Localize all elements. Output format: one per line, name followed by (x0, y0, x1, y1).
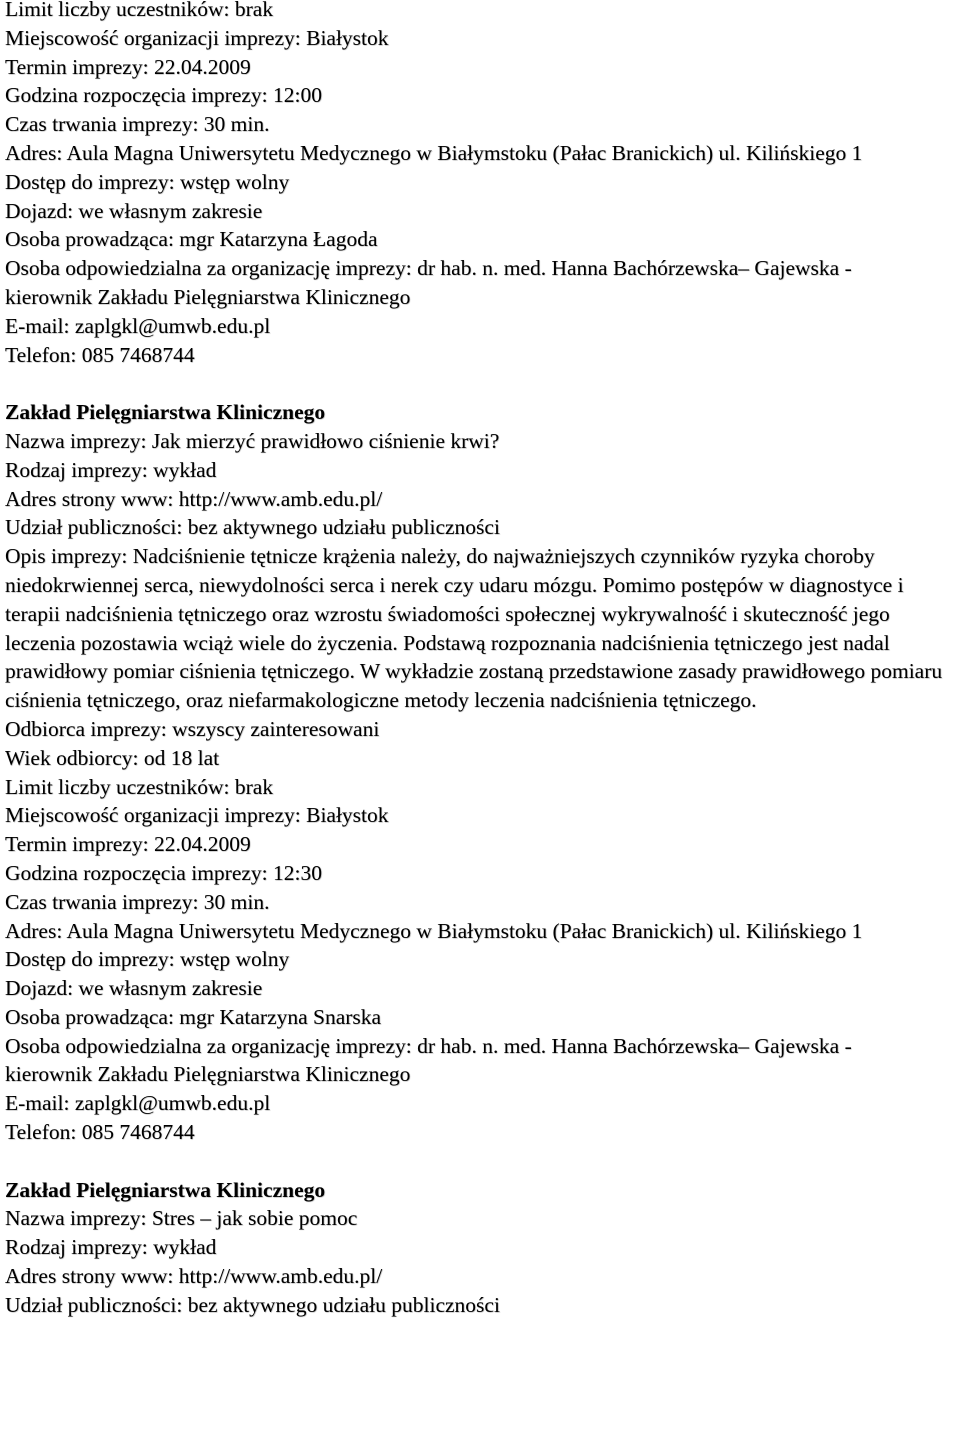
event-type: Rodzaj imprezy: wykład (5, 457, 217, 482)
event-transport: Dojazd: we własnym zakresie (5, 198, 263, 223)
event-address: Adres: Aula Magna Uniwersytetu Medycznego w Białymstoku (Pałac Branickich) ul. Kilińskiego 1 (5, 140, 863, 165)
event-participation: Udział publiczności: bez aktywnego udziału publiczności (5, 515, 500, 540)
event-transport: Dojazd: we własnym zakresie (5, 976, 263, 1001)
event-address: Adres: Aula Magna Uniwersytetu Medycznego w Białymstoku (Pałac Branickich) ul. Kilińskiego 1 (5, 918, 863, 943)
event-date: Termin imprezy: 22.04.2009 (5, 54, 251, 79)
event-start-time: Godzina rozpoczęcia imprezy: 12:30 (5, 860, 322, 885)
event-place: Miejscowość organizacji imprezy: Białystok (5, 803, 389, 828)
event-name: Nazwa imprezy: Stres – jak sobie pomoc (5, 1206, 358, 1231)
unit-heading: Zakład Pielęgniarstwa Klinicznego (5, 400, 326, 425)
contact-email: E-mail: zaplgkl@umwb.edu.pl (5, 1091, 271, 1116)
event-place: Miejscowość organizacji imprezy: Białystok (5, 25, 389, 50)
document-page (5, 0, 960, 1320)
spacer (5, 1147, 960, 1176)
event-responsible: Osoba odpowiedzialna za organizację imprezy: dr hab. n. med. Hanna Bachórzewska– Gajewska - kierownik Zakładu Pielęgniarstwa Klinicznego (5, 256, 852, 309)
spacer (5, 369, 960, 398)
event-age: Wiek odbiorcy: od 18 lat (5, 745, 220, 770)
event-audience: Odbiorca imprezy: wszyscy zainteresowani (5, 716, 380, 741)
event-host: Osoba prowadząca: mgr Katarzyna Łagoda (5, 227, 378, 252)
event-website: Adres strony www: http://www.amb.edu.pl/ (5, 1264, 383, 1289)
event-host: Osoba prowadząca: mgr Katarzyna Snarska (5, 1004, 382, 1029)
contact-phone: Telefon: 085 7468744 (5, 1120, 195, 1145)
event-responsible: Osoba odpowiedzialna za organizację imprezy: dr hab. n. med. Hanna Bachórzewska– Gajewska - kierownik Zakładu Pielęgniarstwa Klinicznego (5, 1033, 852, 1087)
event-duration: Czas trwania imprezy: 30 min. (5, 889, 270, 914)
contact-email: E-mail: zaplgkl@umwb.edu.pl (5, 313, 271, 338)
event-date: Termin imprezy: 22.04.2009 (5, 832, 251, 857)
event-description: Opis imprezy: Nadciśnienie tętnicze krążenia należy, do najważniejszych czynników ryzyka choroby niedokrwiennej serca, niewydolności serca i nerek czy udaru mózgu. Pomimo postępów w diagnostyce i terapii nadciśnienia tętniczego oraz wzrostu świadomości społecznej wykrywalność i skuteczność jego leczenia pozostawia wciąż wiele do życzenia. Podstawą rozpoznania nadciśnienia tętniczego jest nadal prawidłowy pomiar ciśnienia tętniczego. W wykładzie zostaną przedstawione zasady prawidłowego pomiaru ciśnienia tętniczego, oraz niefarmakologiczne metody leczenia nadciśnienia tętniczego. (5, 544, 943, 713)
event-type: Rodzaj imprezy: wykład (5, 1235, 217, 1260)
event-participation: Udział publiczności: bez aktywnego udziału publiczności (5, 1292, 500, 1317)
participant-limit: Limit liczby uczestników: brak (5, 0, 274, 21)
participant-limit: Limit liczby uczestników: brak (5, 774, 274, 799)
unit-heading: Zakład Pielęgniarstwa Klinicznego (5, 1177, 326, 1202)
contact-phone: Telefon: 085 7468744 (5, 342, 195, 367)
event-name: Nazwa imprezy: Jak mierzyć prawidłowo ciśnienie krwi? (5, 428, 500, 453)
event-duration: Czas trwania imprezy: 30 min. (5, 112, 270, 137)
event-access: Dostęp do imprezy: wstęp wolny (5, 169, 290, 194)
event-website: Adres strony www: http://www.amb.edu.pl/ (5, 486, 383, 511)
event-start-time: Godzina rozpoczęcia imprezy: 12:00 (5, 83, 322, 108)
event-access: Dostęp do imprezy: wstęp wolny (5, 947, 290, 972)
